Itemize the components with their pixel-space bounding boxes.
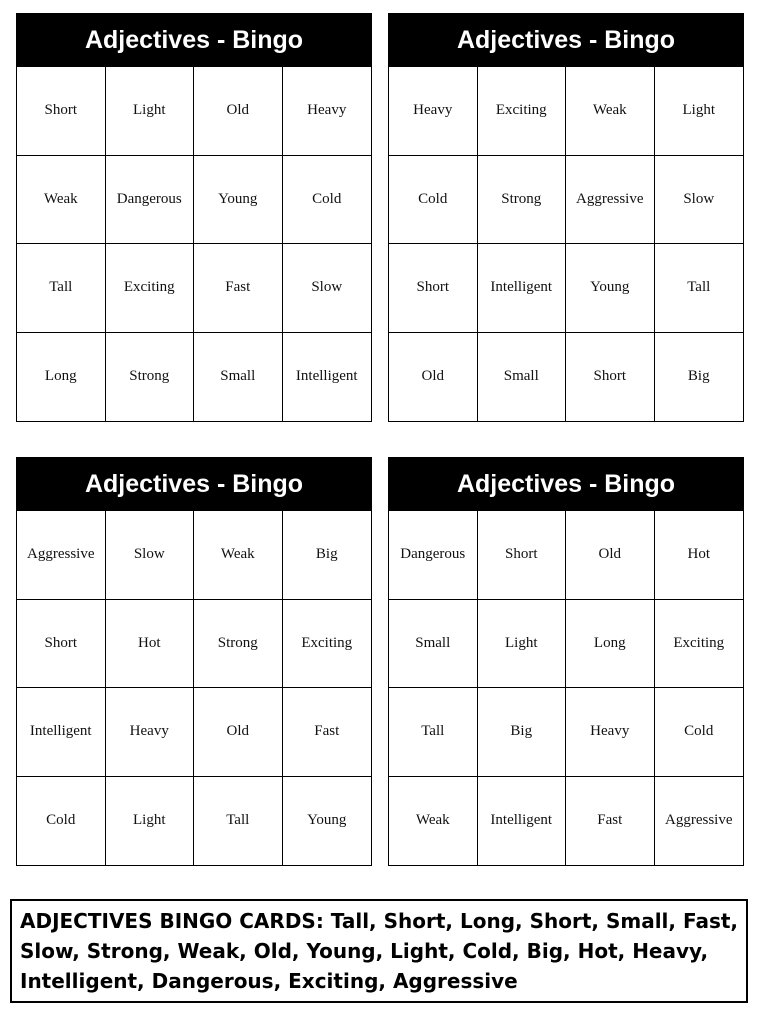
bingo-cell[interactable]: Exciting — [106, 244, 195, 333]
bingo-cell[interactable]: Heavy — [389, 67, 478, 156]
word-list: ADJECTIVES BINGO CARDS: Tall, Short, Long, Short, Small, Fast, Slow, Strong, Weak, Old, Young, Light, Cold, Big, Hot, Heavy, Intelligent, Dangerous, Exciting, Aggressive — [10, 899, 748, 1003]
bingo-cell[interactable]: Long — [566, 600, 655, 689]
bingo-card-4 — [388, 457, 744, 866]
bingo-cell[interactable]: Slow — [283, 244, 372, 333]
card-title: Adjectives - Bingo — [17, 458, 371, 511]
bingo-cell[interactable]: Tall — [389, 688, 478, 777]
bingo-cell[interactable]: Tall — [194, 777, 283, 866]
bingo-cell[interactable]: Short — [17, 67, 106, 156]
bingo-cell[interactable]: Small — [478, 333, 567, 422]
bingo-cell[interactable]: Aggressive — [566, 156, 655, 245]
bingo-cell[interactable]: Light — [106, 67, 195, 156]
bingo-cell[interactable]: Short — [566, 333, 655, 422]
bingo-cell[interactable]: Old — [389, 333, 478, 422]
bingo-cell[interactable]: Slow — [655, 156, 744, 245]
bingo-cell[interactable]: Cold — [389, 156, 478, 245]
bingo-cell[interactable]: Strong — [106, 333, 195, 422]
bingo-cell[interactable]: Young — [194, 156, 283, 245]
bingo-cell[interactable]: Big — [687, 368, 710, 385]
bingo-cell[interactable]: Heavy — [566, 688, 655, 777]
bingo-cell[interactable]: Aggressive — [665, 812, 733, 829]
bingo-cell[interactable]: Big — [283, 511, 372, 600]
bingo-cell[interactable]: Dangerous — [106, 156, 195, 245]
bingo-cell[interactable]: Intelligent — [17, 688, 106, 777]
bingo-cell[interactable]: Cold — [655, 688, 744, 777]
card-title: Adjectives - Bingo — [389, 458, 743, 511]
bingo-cell[interactable]: Short — [478, 511, 567, 600]
bingo-cell[interactable]: Short — [389, 244, 478, 333]
bingo-cell[interactable]: Light — [655, 67, 744, 156]
bingo-cell[interactable]: Hot — [106, 600, 195, 689]
bingo-grid — [17, 67, 371, 421]
bingo-cell[interactable]: Weak — [566, 67, 655, 156]
bingo-cell[interactable]: Heavy — [106, 688, 195, 777]
bingo-cell[interactable]: Tall — [17, 244, 106, 333]
bingo-cell[interactable]: Short — [17, 600, 106, 689]
bingo-cell[interactable]: Old — [194, 688, 283, 777]
bingo-cell[interactable]: Heavy — [283, 67, 372, 156]
card-title: Adjectives - Bingo — [389, 14, 743, 67]
bingo-cell[interactable]: Old — [566, 511, 655, 600]
bingo-grid — [389, 67, 743, 421]
bingo-cell[interactable]: Exciting — [478, 67, 567, 156]
card-title: Adjectives - Bingo — [17, 14, 371, 67]
bingo-cell[interactable]: Cold — [283, 156, 372, 245]
bingo-cell[interactable]: Fast — [566, 777, 655, 866]
bingo-cell[interactable]: Aggressive — [17, 511, 106, 600]
bingo-cell[interactable]: Intelligent — [478, 777, 567, 866]
bingo-cell[interactable]: Light — [106, 777, 195, 866]
bingo-cell[interactable]: Big — [478, 688, 567, 777]
bingo-cell[interactable]: Old — [194, 67, 283, 156]
bingo-cell[interactable]: Intelligent — [478, 244, 567, 333]
bingo-cell[interactable]: Weak — [194, 511, 283, 600]
bingo-cell[interactable]: Long — [17, 333, 106, 422]
bingo-cell[interactable]: Young — [566, 244, 655, 333]
bingo-card-2 — [388, 13, 744, 422]
bingo-cell[interactable]: Fast — [194, 244, 283, 333]
bingo-cell[interactable]: Exciting — [283, 600, 372, 689]
bingo-cell[interactable]: Tall — [655, 244, 744, 333]
bingo-cell[interactable]: Hot — [655, 511, 744, 600]
bingo-cell[interactable]: Exciting — [655, 600, 744, 689]
bingo-cell[interactable]: Fast — [283, 688, 372, 777]
bingo-cell[interactable]: Small — [194, 333, 283, 422]
bingo-cell[interactable]: Dangerous — [389, 511, 478, 600]
bingo-cell[interactable]: Light — [478, 600, 567, 689]
bingo-cell[interactable]: Strong — [194, 600, 283, 689]
bingo-cell[interactable]: Slow — [106, 511, 195, 600]
bingo-cell[interactable]: Strong — [478, 156, 567, 245]
bingo-card-3 — [16, 457, 372, 866]
bingo-cell[interactable]: Small — [389, 600, 478, 689]
bingo-cell[interactable]: Intelligent — [295, 368, 358, 385]
bingo-grid — [389, 511, 743, 865]
bingo-cell[interactable]: Weak — [389, 777, 478, 866]
bingo-cell[interactable]: Weak — [17, 156, 106, 245]
bingo-card-1 — [16, 13, 372, 422]
bingo-cell[interactable]: Young — [307, 812, 347, 829]
bingo-grid — [17, 511, 371, 865]
bingo-cell[interactable]: Cold — [17, 777, 106, 866]
